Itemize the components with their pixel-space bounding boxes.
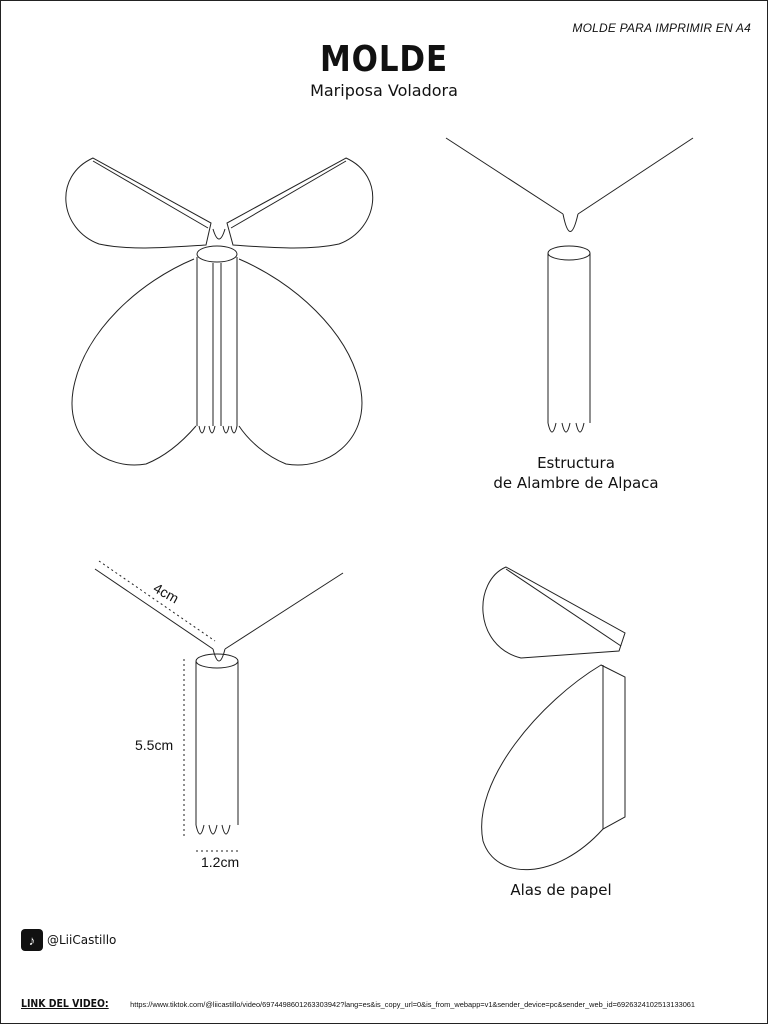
assembled-butterfly-drawing: [66, 158, 373, 465]
video-link-row: [21, 997, 761, 1010]
dimensioned-wire-drawing: [95, 561, 343, 851]
lower-left-wing: [72, 259, 196, 465]
template-illustrations: [1, 1, 767, 1023]
tiktok-icon: ♪: [21, 929, 43, 951]
tiktok-handle-block: [21, 929, 116, 951]
wire-structure-caption-line2: de Alambre de Alpaca: [493, 474, 659, 492]
body-tube-legs: [199, 426, 237, 433]
wire-structure-caption: [441, 453, 711, 493]
paper-wings-caption: Alas de papel: [510, 881, 612, 899]
page-title: MOLDE: [319, 39, 449, 80]
upper-right-wing: [227, 158, 373, 248]
tube-height: 5.5cm: [135, 737, 174, 753]
print-size-note: MOLDE PARA IMPRIMIR EN A4: [572, 21, 751, 35]
tube-width: 1.2cm: [201, 854, 240, 870]
upper-left-wing: [66, 158, 211, 248]
video-link-url[interactable]: https://www.tiktok.com/@liicastillo/video/6974498601263303942?lang=es&is_copy_url=0&is_from_webapp=v1&sender_device=pc&sender_web_id=6926324102513133061: [130, 1000, 696, 1009]
upper-left-wing-fold: [93, 161, 208, 228]
wire-structure-caption-line1: Estructura: [537, 454, 615, 472]
page-subtitle: Mariposa Voladora: [310, 81, 458, 100]
wire-arm-length: 4cm: [150, 579, 182, 607]
video-link-label: LINK DEL VIDEO:: [21, 997, 109, 1010]
wire-hook: [213, 229, 225, 239]
tiktok-handle: @LiiCastillo: [47, 933, 117, 947]
wire-structure-drawing: [446, 138, 693, 432]
body-tube-top: [197, 246, 237, 262]
upper-right-wing-fold: [231, 161, 346, 228]
paper-wings-drawing: [482, 567, 625, 870]
lower-right-wing: [239, 259, 362, 465]
